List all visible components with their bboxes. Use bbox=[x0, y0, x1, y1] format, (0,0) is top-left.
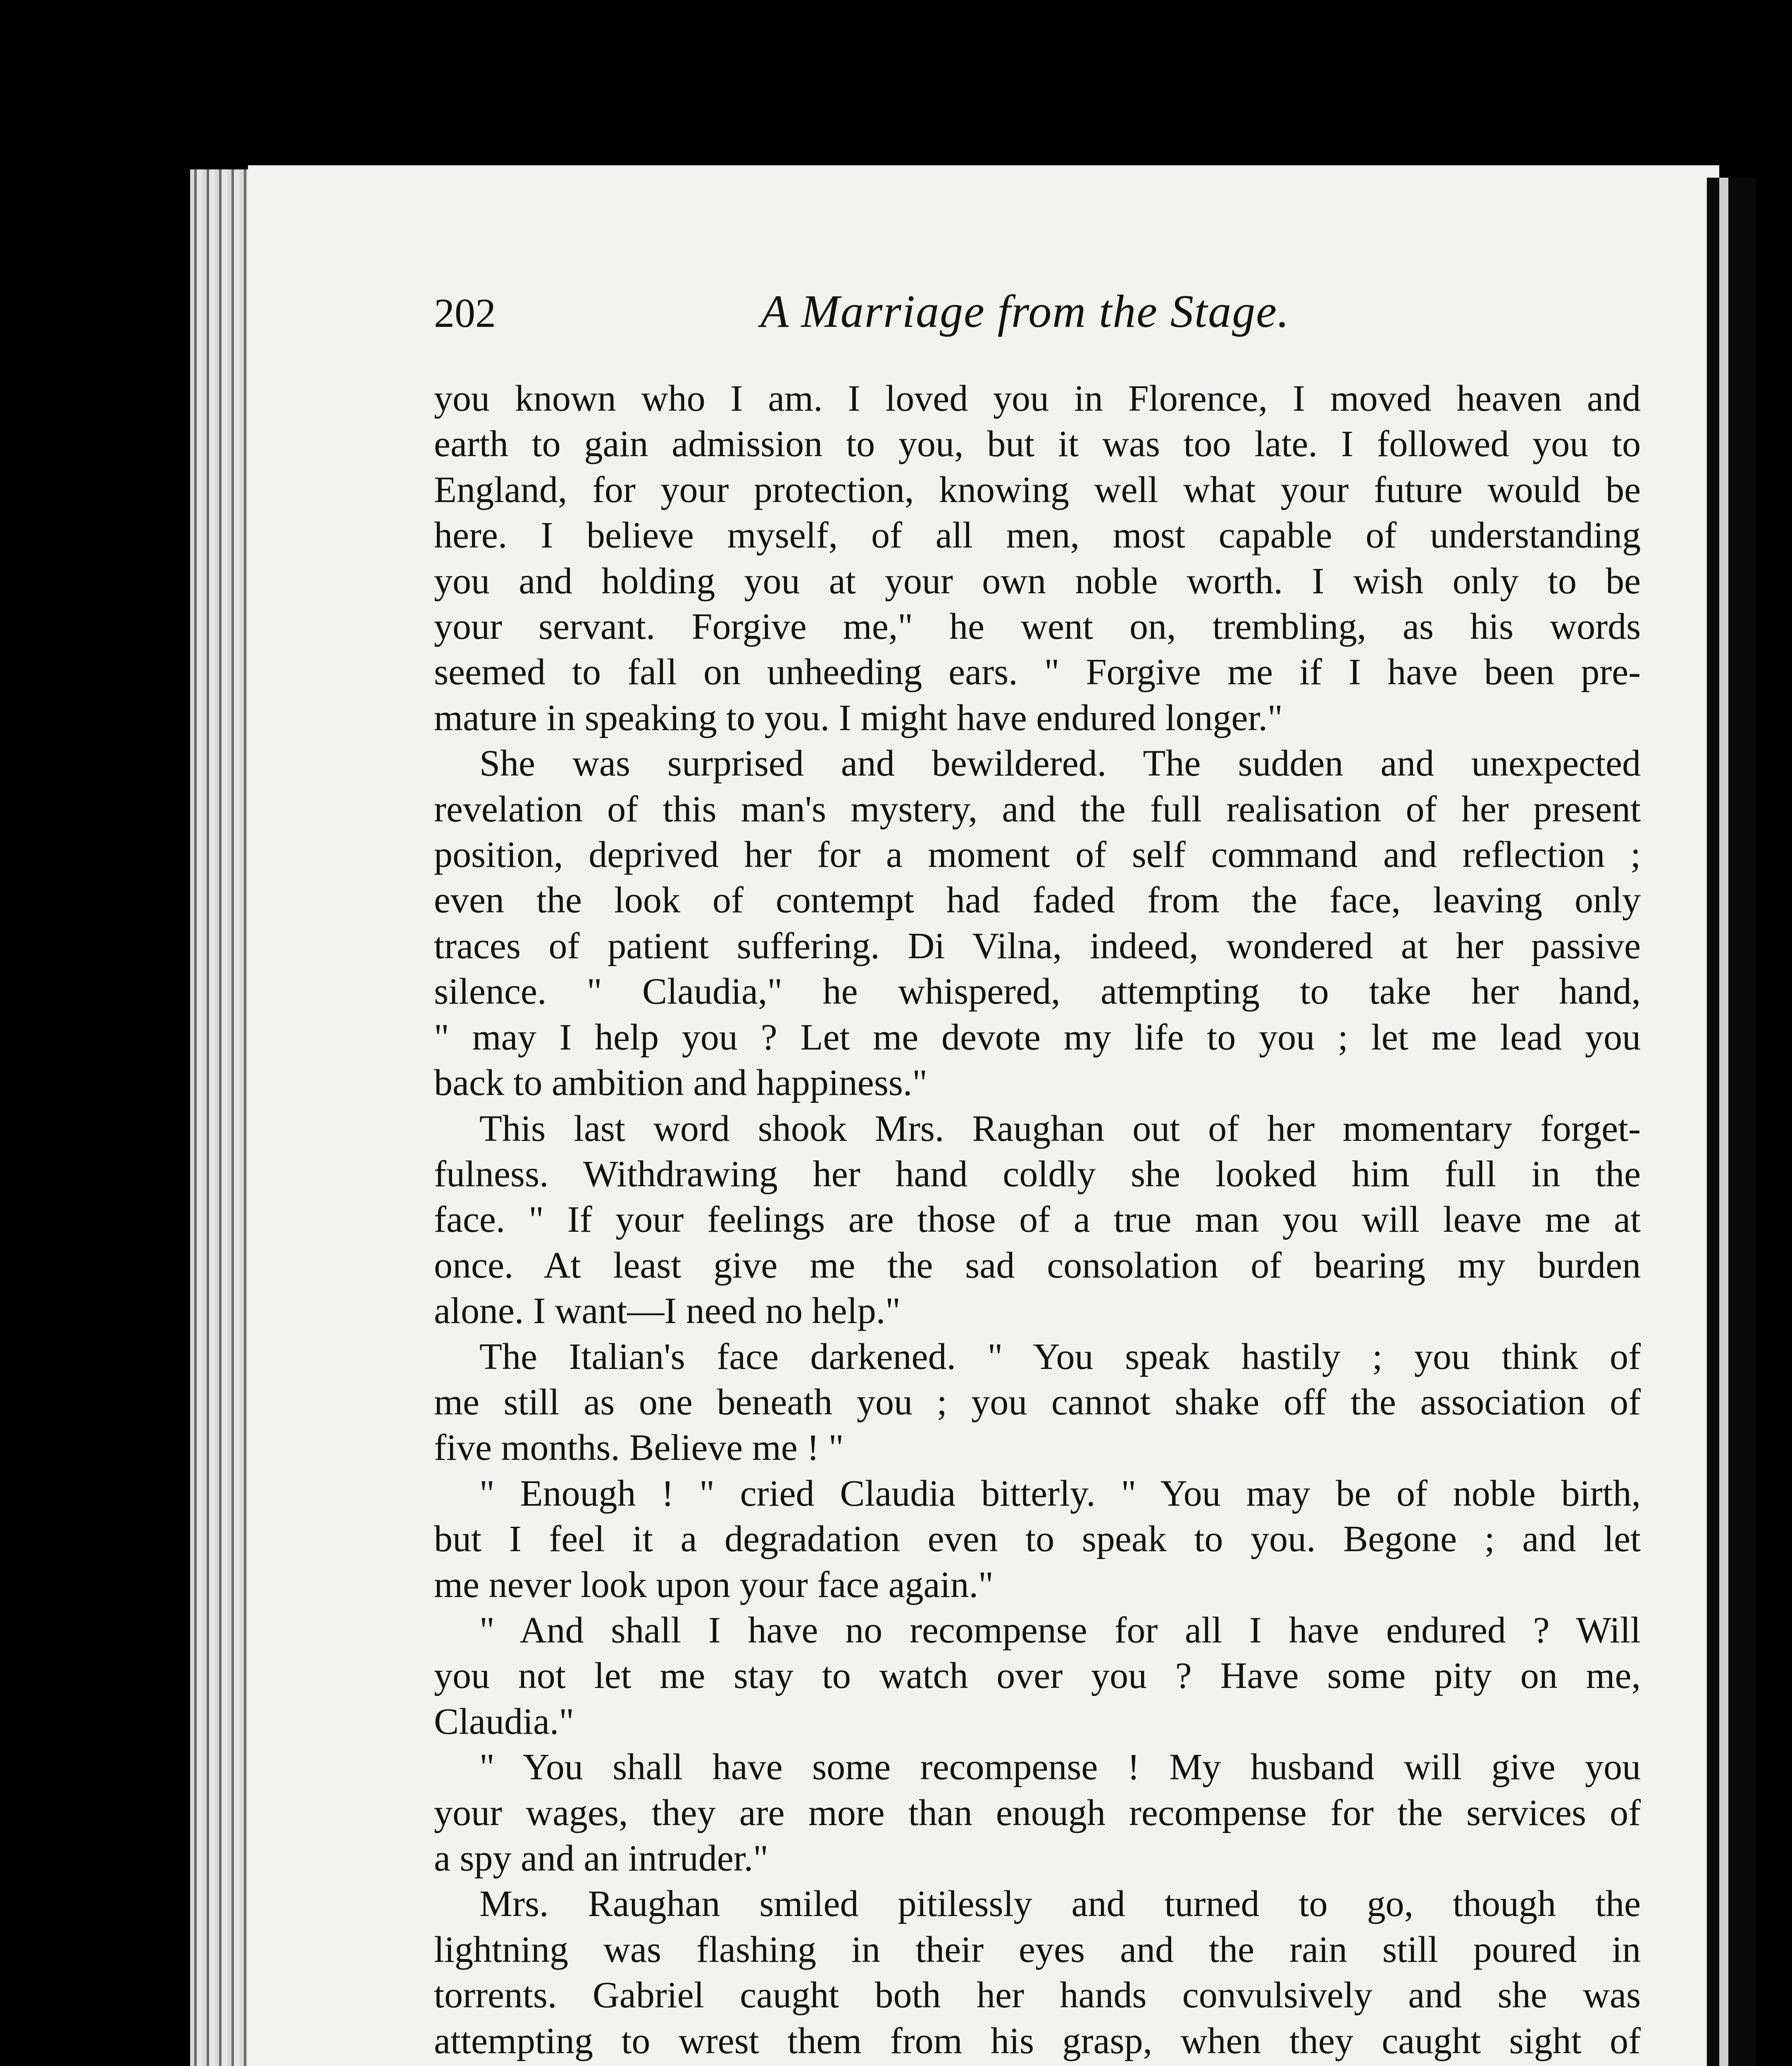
paragraph bbox=[434, 1608, 1641, 1745]
book-page-edges bbox=[190, 169, 256, 2066]
body-text bbox=[434, 376, 1641, 2066]
text-line: even the look of contempt had faded from the face, leaving only bbox=[434, 880, 1641, 921]
text-line: here. I believe myself, of all men, most capable of understanding bbox=[434, 515, 1641, 556]
paragraph bbox=[434, 1106, 1641, 1334]
text-line: you not let me stay to watch over you ? Have some pity on me, bbox=[434, 1655, 1641, 1697]
text-line: five months. Believe me ! " bbox=[434, 1427, 844, 1469]
text-line: Mrs. Raughan smiled pitilessly and turned to go, though the bbox=[479, 1883, 1641, 1925]
text-line: fulness. Withdrawing her hand coldly she looked him full in the bbox=[434, 1153, 1641, 1195]
text-line: silence. " Claudia," he whispered, attempting to take her hand, bbox=[434, 971, 1641, 1012]
text-line: once. At least give me the sad consolation of bearing my burden bbox=[434, 1245, 1641, 1286]
text-line: but I feel it a degradation even to speak to you. Begone ; and let bbox=[434, 1519, 1641, 1560]
text-line: " may I help you ? Let me devote my life to you ; let me lead you bbox=[434, 1016, 1641, 1058]
running-head bbox=[434, 281, 1641, 364]
text-line: position, deprived her for a moment of self command and reflection ; bbox=[434, 834, 1641, 876]
book-gutter-shadow bbox=[1707, 178, 1756, 2066]
paragraph bbox=[434, 741, 1641, 1106]
running-title: A Marriage from the Stage. bbox=[760, 286, 1290, 337]
paragraph bbox=[434, 1471, 1641, 1608]
text-line: a spy and an intruder." bbox=[434, 1838, 769, 1879]
text-line: England, for your protection, knowing well what your future would be bbox=[434, 469, 1641, 510]
text-line: earth to gain admission to you, but it was too late. I followed you to bbox=[434, 424, 1641, 465]
text-line: lightning was flashing in their eyes and the rain still poured in bbox=[434, 1929, 1641, 1970]
text-line: mature in speaking to you. I might have endured longer." bbox=[434, 697, 1283, 738]
text-line: She was surprised and bewildered. The sudden and unexpected bbox=[479, 743, 1641, 784]
text-line: seemed to fall on unheeding ears. " Forgive me if I have been pre- bbox=[434, 652, 1641, 693]
text-line: Claudia." bbox=[434, 1701, 574, 1742]
text-line: your wages, they are more than enough recompense for the services of bbox=[434, 1792, 1641, 1833]
paragraph bbox=[434, 1334, 1641, 1471]
text-line: traces of patient suffering. Di Vilna, indeed, wondered at her passive bbox=[434, 925, 1641, 966]
text-line bbox=[434, 2064, 1641, 2066]
text-line: me never look upon your face again." bbox=[434, 1564, 994, 1605]
text-line: face. " If your feelings are those of a true man you will leave me at bbox=[434, 1199, 1641, 1240]
paragraph bbox=[434, 1745, 1641, 1881]
next-page-sliver bbox=[1719, 178, 1728, 2066]
text-line: The Italian's face darkened. " You speak hastily ; you think of bbox=[479, 1336, 1641, 1377]
text-line: back to ambition and happiness." bbox=[434, 1062, 927, 1104]
paragraph bbox=[434, 1881, 1641, 2066]
text-line: alone. I want—I need no help." bbox=[434, 1290, 901, 1332]
text-line: attempting to wrest them from his grasp, when they caught sight of bbox=[434, 2020, 1641, 2061]
text-line: you known who I am. I loved you in Florence, I moved heaven and bbox=[434, 378, 1641, 419]
text-line: me still as one beneath you ; you cannot shake off the association of bbox=[434, 1381, 1641, 1423]
text-line: revelation of this man's mystery, and the full realisation of her present bbox=[434, 788, 1641, 830]
text-line: This last word shook Mrs. Raughan out of her momentary forget- bbox=[479, 1108, 1641, 1149]
text-line: you and holding you at your own noble worth. I wish only to be bbox=[434, 560, 1641, 602]
text-line: " Enough ! " cried Claudia bitterly. " You may be of noble birth, bbox=[479, 1473, 1641, 1514]
text-line: " You shall have some recompense ! My husband will give you bbox=[479, 1747, 1641, 1788]
text-line: " And shall I have no recompense for all I have endured ? Will bbox=[479, 1609, 1641, 1651]
paragraph bbox=[434, 376, 1641, 741]
page-number: 202 bbox=[434, 290, 496, 336]
text-line: your servant. Forgive me," he went on, trembling, as his words bbox=[434, 606, 1641, 647]
text-line: torrents. Gabriel caught both her hands convulsively and she was bbox=[434, 1975, 1641, 2016]
